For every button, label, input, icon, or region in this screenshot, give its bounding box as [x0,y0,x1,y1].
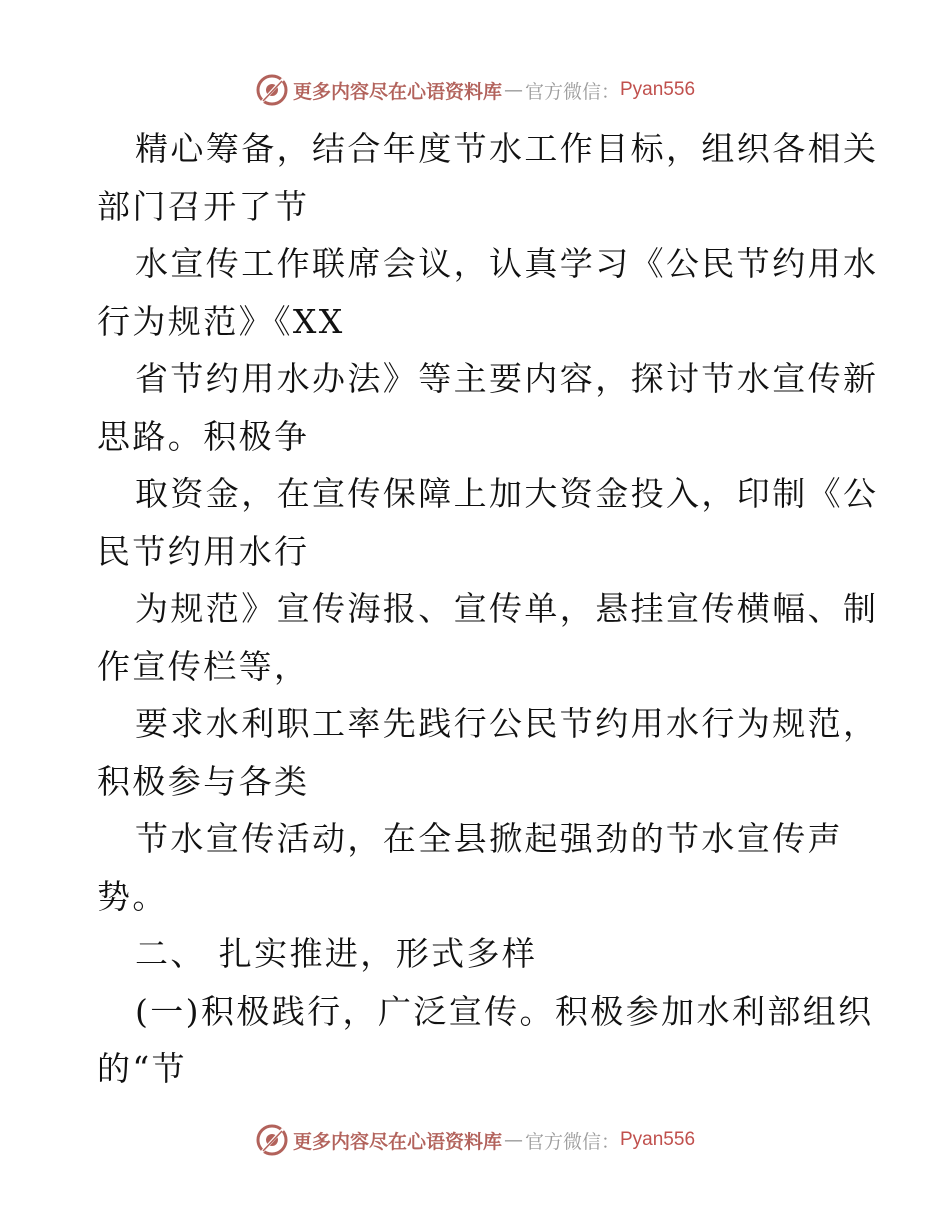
body-line: 取资金，在宣传保障上加大资金投入，印制《公 [135,474,879,513]
watermark-dash: — [503,79,523,101]
body-line: 民节约用水行 [97,531,310,571]
body-line: 为规范》宣传海报、宣传单，悬挂宣传横幅、制 [135,589,879,628]
watermark-brand: 更多内容尽在心语资料库 [292,80,502,103]
body-line: 水宣传工作联席会议，认真学习《公民节约用水 [135,244,879,283]
body-line: 势。 [97,876,168,916]
watermark-label: 官方微信： [524,1130,620,1153]
watermark-wechat-id: Pyan556 [620,79,696,100]
watermark-dash: — [503,1129,523,1151]
footer-watermark [0,1120,950,1160]
feather-pen-logo-icon [255,1123,289,1157]
body-line: 节水宣传活动，在全县掀起强劲的节水宣传声 [135,819,843,858]
body-line: (一)积极践行，广泛宣传。积极参加水利部组织 [135,991,874,1031]
watermark-label: 官方微信： [524,80,620,103]
body-line: 部门召开了节 [97,186,310,226]
body-line: 的“节 [97,1049,188,1088]
document-body [97,120,879,1098]
body-line: 精心筹备，结合年度节水工作目标，组织各相关 [135,129,879,168]
body-line: 省节约用水办法》等主要内容，探讨节水宣传新 [135,359,879,398]
body-line: 积极参与各类 [97,761,310,801]
body-line: 行为规范》《XX [97,301,345,341]
section-heading: 二、 扎实推进，形式多样 [135,934,538,973]
feather-pen-logo-icon [255,73,289,107]
body-line: 思路。积极争 [97,416,310,456]
watermark-brand: 更多内容尽在心语资料库 [292,1130,502,1153]
body-line: 作宣传栏等， [97,646,310,686]
body-line: 要求水利职工率先践行公民节约用水行为规范， [135,704,879,743]
header-watermark [0,70,950,110]
watermark-wechat-id: Pyan556 [620,1129,696,1150]
